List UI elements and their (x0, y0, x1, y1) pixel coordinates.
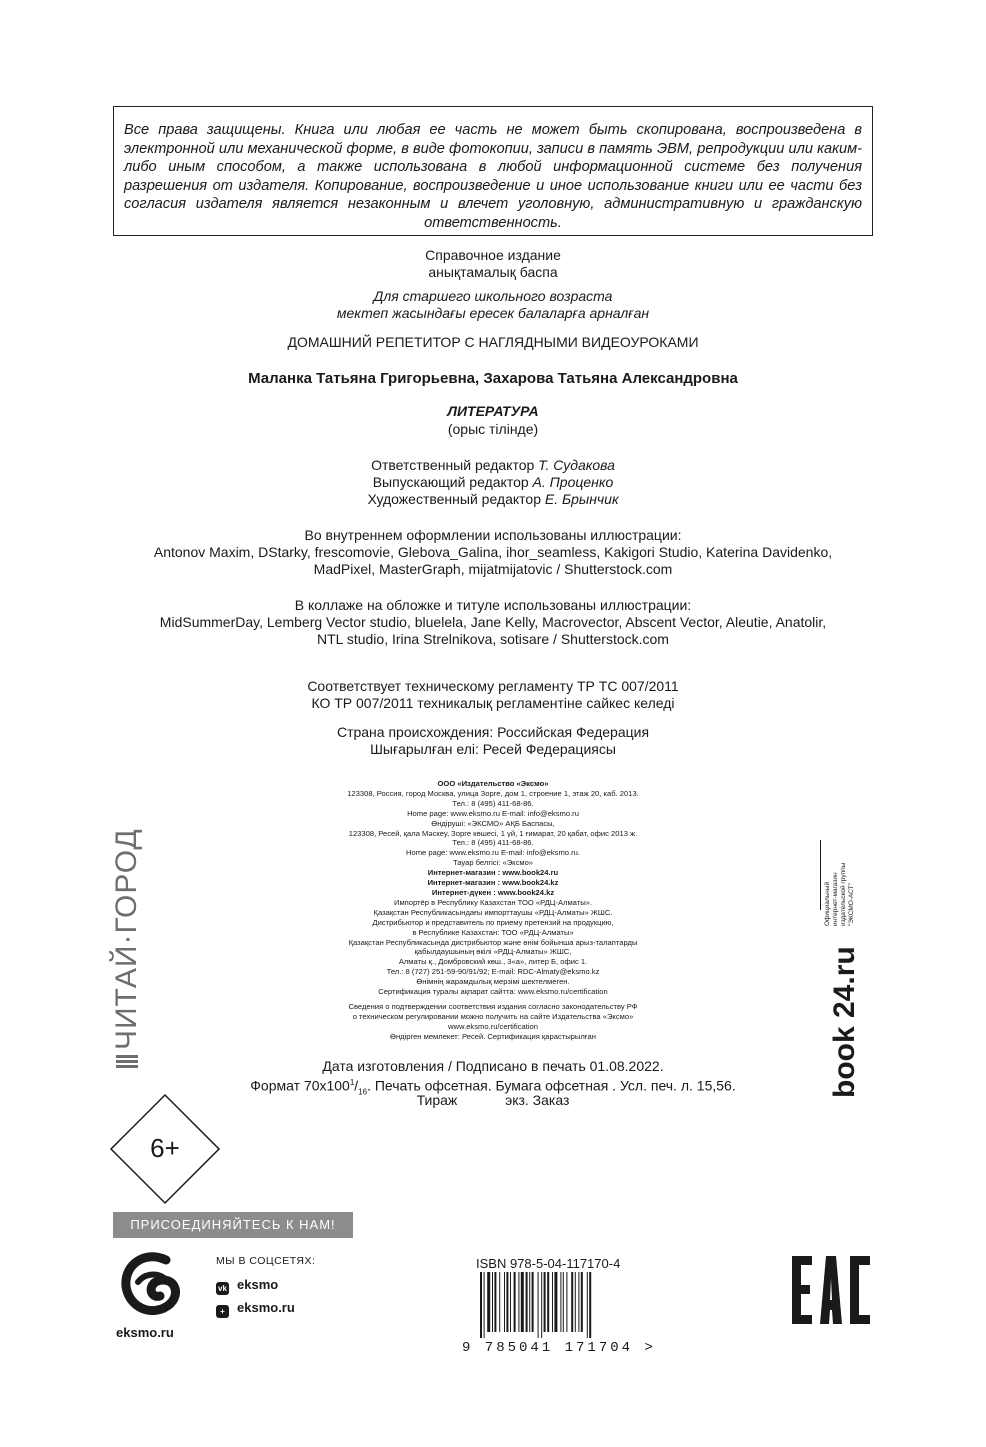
production-date: Дата изготовления / Подписано в печать 01.08.2022. (322, 1058, 664, 1074)
publisher-line: в Республике Казахстан: ТОО «РДЦ-Алматы» (412, 927, 574, 937)
illustrations-inner-heading: Во внутреннем оформлении использованы иллюстрации: (304, 527, 682, 543)
join-banner: ПРИСОЕДИНЯЙТЕСЬ К НАМ! (113, 1212, 353, 1238)
book24-caption-line: издательской группы (840, 862, 847, 926)
barcode-bar (575, 1272, 576, 1332)
certification-line: Өндірген мемлекет: Ресей. Сертификация қарастырылған (390, 1031, 596, 1041)
certification-line: Сведения о подтверждении соответствия издания согласно законодательству РФ (348, 1002, 638, 1011)
illustrations-inner-line: MadPixel, MasterGraph, mijatmijatovic / Shutterstock.com (313, 561, 673, 577)
barcode-bar (499, 1272, 500, 1332)
rights-notice: Все права защищены. Книга или любая ее часть не может быть скопирована, воспроизведена в электронной или механической форме, в виде фотокопии, записи в память ЭВМ, репродукции или каким-либо иным способом, а также использована в любой информационной системе без получения разрешения от издателя. Копирование, воспроизведение и иное использование книги или ее части без согласия издателя является незаконным и влечет уголовную, административную и гражданскую ответственность. (113, 106, 873, 236)
age-rating-badge (109, 1093, 221, 1205)
publisher-line: Өндіруші: «ЭКСМО» АҚБ Баспасы, (431, 818, 555, 828)
editor-role: Выпускающий редактор (372, 474, 529, 490)
book24-caption (824, 863, 856, 926)
barcode-bar (518, 1272, 519, 1332)
illustrations-inner-line: Antonov Maxim, DStarky, frescomovie, Glebova_Galina, ihor_seamless, Kakigori Studio, Katerina Davidenko, (153, 544, 833, 560)
social-vk[interactable] (216, 1277, 278, 1295)
illustrations-cover-line: MidSummerDay, Lemberg Vector studio, bluelela, Jane Kelly, Macrovector, Abscent Vector, Aleutie, Anatolir, (159, 614, 827, 630)
vk-icon: vk (216, 1282, 229, 1295)
plus-icon: + (216, 1305, 229, 1318)
age-group-ru: Для старшего школьного возраста (373, 288, 613, 304)
barcode-bar (487, 1272, 490, 1332)
publisher-line: Өнімнің жарамдылық мерзімі шектелмеген. (416, 977, 570, 987)
barcode-bar (526, 1272, 528, 1332)
editor-line (0, 473, 986, 491)
publisher-line: Тауар белгісі: «Эксмо» (452, 858, 534, 868)
barcode-bar (578, 1272, 579, 1332)
book24-caption-line: интернет-магазин (832, 872, 839, 926)
publisher-line: 123308, Ресей, қала Мәскеу, Зорге көшесі, 1 үй, 1 ғимарат, 20 қабат, офис 2013 ж. (348, 828, 638, 838)
barcode-bar (510, 1272, 511, 1332)
editor-name: А. Проценко (532, 474, 614, 490)
illustrations-cover-line: NTL studio, Irina Strelnikova, sotisare / Shutterstock.com (317, 631, 669, 647)
barcode-bar (484, 1272, 485, 1338)
publisher-line: Қазақстан Республикасындағы импорттаушы «РДЦ-Алматы» ЖШС. (373, 907, 613, 917)
publisher-line: Тел.: 8 (727) 251-59-90/91/92; E-mail: RDC-Almaty@eksmo.kz (386, 967, 600, 977)
edition-type-kz: анықтамалық баспа (428, 264, 558, 280)
production-format: Формат $70x100^1/_{16}$. Печать офсетная. Бумага офсетная . Усл. печ. л. 15,56. (250, 1077, 736, 1097)
chitai-gorod-logo (96, 828, 156, 1070)
barcode-bar (571, 1272, 573, 1332)
editor-name: Т. Судакова (538, 457, 615, 473)
authors: Маланка Татьяна Григорьевна, Захарова Татьяна Александровна (248, 370, 738, 387)
order-label: экз. Заказ (505, 1092, 570, 1108)
series-name: ДОМАШНИЙ РЕПЕТИТОР С НАГЛЯДНЫМИ ВИДЕОУРОКАМИ (287, 334, 699, 350)
chitai-gorod-label: ЧИТАЙ·ГОРОД (110, 828, 143, 1050)
barcode-bar (529, 1272, 530, 1332)
format-suffix: . Печать офсетная. Бумага офсетная . Усл. печ. л. 15,56. (367, 1077, 736, 1094)
barcode-bar (560, 1272, 561, 1332)
barcode-bar (587, 1272, 588, 1338)
eksmo-logo (116, 1252, 186, 1322)
bars-icon (116, 1054, 138, 1068)
isbn: ISBN 978-5-04-117170-4 (476, 1256, 621, 1271)
eac-mark (790, 1254, 872, 1326)
publisher-line: Дистрибьютор и представитель по приему претензий на продукцию, (372, 917, 614, 927)
book-title-kz: (орыс тілінде) (447, 421, 539, 437)
barcode-icon (478, 1272, 628, 1338)
book24-caption-line: Официальный (824, 881, 831, 926)
barcode-bar (552, 1272, 553, 1332)
barcode-bar (514, 1272, 516, 1332)
barcode-bar (563, 1272, 564, 1332)
social-heading: МЫ В СОЦСЕТЯХ: (216, 1255, 316, 1267)
format-sup: 1 (349, 1078, 355, 1087)
barcode-bar (566, 1272, 567, 1332)
editor-role: Художественный редактор (367, 491, 541, 507)
publisher-line: Импортёр в Республику Казахстан ТОО «РДЦ-Алматы». (393, 897, 592, 907)
social-other[interactable] (216, 1300, 295, 1318)
publisher-line: Алматы қ., Домбровский көш., 3«а», литер Б, офис 1. (398, 957, 588, 967)
publisher-line: Home page: www.eksmo.ru E-mail: info@eksmo.ru. (406, 848, 580, 858)
publisher-line: Тел.: 8 (495) 411-68-86. (452, 838, 534, 848)
barcode-bar (554, 1272, 557, 1332)
editor-line (0, 490, 986, 508)
eksmo-logo-icon (116, 1252, 186, 1322)
certification-line: www.eksmo.ru/certification (448, 1021, 538, 1031)
eksmo-site-link[interactable]: eksmo.ru (116, 1325, 174, 1340)
barcode-bar (547, 1272, 549, 1332)
barcode-bar (581, 1272, 583, 1332)
edition-type-ru: Справочное издание (425, 247, 561, 263)
barcode-bar (532, 1272, 534, 1332)
social-other-label: eksmo.ru (237, 1300, 295, 1315)
publisher-line: Интернет-магазин : www.book24.kz (427, 878, 559, 888)
publisher-line: Интернет-дүкен : www.book24.kz (431, 887, 555, 897)
origin-kz: Шығарылған елі: Ресей Федерациясы (370, 741, 616, 757)
editor-name: Е. Брынчик (544, 491, 619, 507)
publisher-line: Тел.: 8 (495) 411-68-86. (452, 798, 534, 808)
publisher-line: қабылдаушының өкілі «РДЦ-Алматы» ЖШС, (414, 947, 572, 957)
book-title: ЛИТЕРАТУРА (447, 403, 539, 419)
book24-label: book 24.ru (828, 946, 861, 1098)
eac-mark-icon (790, 1254, 872, 1326)
barcode-bar (544, 1272, 546, 1332)
publisher-line: Қазақстан Республикасында дистрибьютор және өнім бойынша арыз-талаптарды (348, 937, 638, 947)
publisher-line: ООО «Издательство «Эксмо» (437, 779, 549, 788)
barcode-bar (589, 1272, 591, 1338)
publisher-line: Home page: www.eksmo.ru E-mail: info@eksmo.ru (407, 808, 579, 818)
age-group-kz: мектеп жасындағы ересек балаларға арналған (336, 305, 650, 321)
barcode-bar (504, 1272, 505, 1332)
format-prefix: Формат 70x100 (250, 1077, 350, 1094)
barcode-bar (506, 1272, 508, 1332)
barcode-bar (494, 1272, 496, 1332)
compliance-ru: Соответствует техническому регламенту ТР ТС 007/2011 (307, 678, 679, 694)
barcode-bar (538, 1272, 539, 1338)
barcode-bar (492, 1272, 493, 1332)
barcode-bar (541, 1272, 542, 1338)
book24-caption-line: "ЭКСМО-АСТ" (848, 883, 855, 926)
social-vk-label: eksmo (237, 1277, 279, 1292)
origin-ru: Страна происхождения: Российская Федерация (336, 724, 650, 740)
publisher-line: Интернет-магазин : www.book24.ru (427, 868, 559, 878)
publisher-line: Сертификация туралы ақпарат сайтта: www.eksmo.ru/certification (378, 987, 608, 997)
compliance-kz: КО ТР 007/2011 техникалық регламентіне сайкес келеді (311, 695, 675, 711)
barcode-bar (480, 1272, 482, 1338)
barcode-bar (521, 1272, 524, 1332)
editor-role: Ответственный редактор (371, 457, 535, 473)
certification-line: о техническом регулировании можно получить на сайте Издательства «Эксмо» (352, 1011, 634, 1021)
book24-logo (820, 840, 890, 1100)
illustrations-cover-heading: В коллаже на обложке и титуле использованы иллюстрации: (294, 597, 692, 613)
chitai-gorod-text (110, 828, 144, 1068)
age-rating-text: 6+ (150, 1133, 180, 1163)
editor-line (0, 456, 986, 474)
publisher-line: 123308, Россия, город Москва, улица Зорге, дом 1, строение 1, этаж 20, каб. 2013. (347, 788, 639, 798)
barcode-digits: 9 785041 171704 > (462, 1340, 656, 1356)
format-sub: 16 (358, 1087, 368, 1097)
circulation-label: Тираж (416, 1092, 458, 1108)
